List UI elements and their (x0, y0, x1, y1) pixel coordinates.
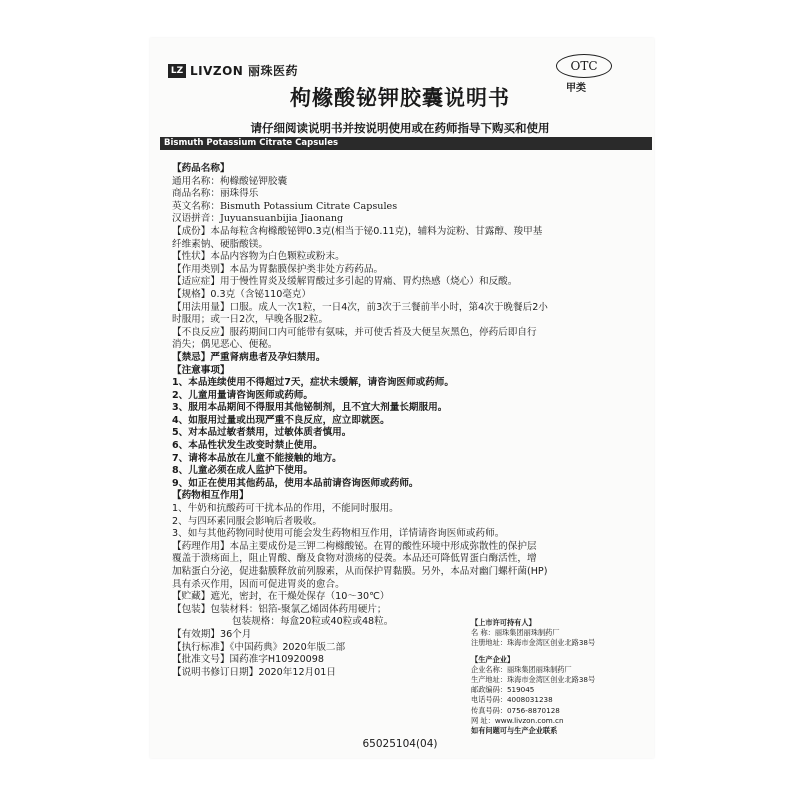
company-info (471, 618, 651, 736)
brand-name: LIVZON 丽珠医药 (190, 64, 299, 78)
precaution-item: 4、如服用过量或出现严重不良反应，应立即就医。 (172, 414, 390, 426)
english-name-banner: Bismuth Potassium Citrate Capsules (160, 137, 652, 150)
livzon-logo-icon: LZ (168, 64, 186, 78)
holder-name: 名 称：丽珠集团丽珠制药厂 (471, 628, 560, 638)
interactions-heading: 【药物相互作用】 (172, 490, 249, 502)
precaution-item: 5、对本品过敏者禁用，过敏体质者慎用。 (172, 427, 352, 439)
website: 网 址：www.livzon.com.cn (471, 715, 564, 725)
english-name: 英文名称：Bismuth Potassium Citrate Capsules (172, 200, 398, 212)
holder-address: 注册地址：珠海市金湾区创业北路38号 (471, 638, 596, 648)
ingredients-line-2: 纤维素钠、硬脂酸镁。 (172, 238, 268, 250)
otc-category: 甲类 (566, 83, 586, 94)
maker-address: 生产地址：珠海市金湾区创业北路38号 (471, 674, 596, 684)
document-code: 65025104(04) (362, 738, 438, 750)
dosage-line-1: 【用法用量】口服。成人一次1粒，一日4次，前3次于三餐前半小时，第4次于晚餐后2小 (172, 301, 548, 313)
indications: 【适应症】用于慢性胃炎及缓解胃酸过多引起的胃痛、胃灼热感（烧心）和反酸。 (172, 276, 518, 288)
precaution-item: 6、本品性状发生改变时禁止使用。 (172, 440, 323, 452)
interaction-item: 3、如与其他药物同时使用可能会发生药物相互作用，详情请咨询医师或药师。 (172, 528, 505, 540)
page-title: 枸橼酸铋钾胶囊说明书 (290, 86, 510, 110)
holder-heading: 【上市许可持有人】 (471, 618, 536, 627)
brand-logo (168, 62, 298, 79)
precaution-item: 7、请将本品放在儿童不能接触的地方。 (172, 452, 342, 464)
fax: 传真号码：0756-8870128 (471, 705, 560, 715)
properties: 【性状】本品内容物为白色颗粒或粉末。 (172, 251, 345, 263)
page-subtitle: 请仔细阅读说明书并按说明使用或在药师指导下购买和使用 (250, 121, 550, 135)
trade-name: 商品名称：丽珠得乐 (172, 188, 259, 200)
validity: 【有效期】36个月 (172, 628, 252, 640)
maker-heading: 【生产企业】 (471, 654, 515, 664)
approval-number: 【批准文号】国药准字H10920098 (172, 654, 324, 666)
pharmacology-line: 覆盖于溃疡面上，阻止胃酸、酶及食物对溃疡的侵袭。本品还可降低胃蛋白酶活性，增 (172, 553, 537, 565)
adverse-line-1: 【不良反应】服药期间口内可能带有氨味，并可使舌苔及大便呈灰黑色，停药后即自行 (172, 326, 537, 338)
pharmacology-line: 加粘蛋白分泌，促进黏膜释放前列腺素，从而保护胃黏膜。另外，本品对幽门螺杆菌(HP) (172, 566, 548, 577)
contact-note: 如有问题可与生产企业联系 (471, 725, 558, 735)
storage: 【贮藏】遮光，密封，在干燥处保存（10～30℃） (172, 591, 390, 603)
packaging-line-1: 【包装】包装材料：铝箔-聚氯乙烯固体药用硬片； (172, 603, 387, 615)
ingredients-line-1: 【成份】本品每粒含枸橼酸铋钾0.3克(相当于铋0.11克)，辅料为淀粉、甘露醇、羧甲基 (172, 225, 543, 237)
pharmacology-line: 【药理作用】本品主要成份是三钾二枸橼酸铋。在胃的酸性环境中形成弥散性的保护层 (172, 540, 537, 552)
phone: 电话号码：4008031238 (471, 695, 553, 705)
precaution-item: 3、服用本品期间不得服用其他铋制剂，且不宜大剂量长期服用。 (172, 402, 448, 414)
otc-badge: OTC (556, 54, 612, 78)
precaution-item: 2、儿童用量请咨询医师或药师。 (172, 389, 313, 401)
specification: 【规格】0.3克（含铋110毫克） (172, 288, 312, 300)
packaging-line-2: 包装规格：每盒20粒或40粒或48粒。 (232, 616, 394, 628)
precautions-heading: 【注意事项】 (172, 364, 230, 376)
drug-category: 【作用类别】本品为胃黏膜保护类非处方药药品。 (172, 263, 384, 275)
revision-date: 【说明书修订日期】2020年12月01日 (172, 666, 336, 678)
maker-name: 企业名称：丽珠集团丽珠制药厂 (471, 664, 572, 674)
precaution-item: 9、如正在使用其他药品，使用本品前请咨询医师或药师。 (172, 477, 419, 489)
contraindications: 【禁忌】严重肾病患者及孕妇禁用。 (172, 351, 326, 363)
drug-name-heading: 【药品名称】 (172, 163, 230, 174)
adverse-line-2: 消失；偶见恶心、便秘。 (172, 339, 278, 351)
interaction-item: 2、与四环素同服会影响后者吸收。 (172, 515, 323, 527)
leaflet-body (172, 163, 632, 679)
precaution-item: 1、本品连续使用不得超过7天，症状未缓解，请咨询医师或药师。 (172, 377, 454, 389)
postcode: 邮政编码：519045 (471, 685, 535, 695)
standard: 【执行标准】《中国药典》2020年版二部 (172, 641, 346, 653)
interaction-item: 1、牛奶和抗酸药可干扰本品的作用，不能同时服用。 (172, 503, 399, 515)
dosage-line-2: 时服用；或一日2次，早晚各服2粒。 (172, 314, 329, 326)
generic-name: 通用名称：枸橼酸铋钾胶囊 (172, 175, 288, 187)
pinyin-name: 汉语拼音：Juyuansuanbijia Jiaonang (172, 213, 344, 225)
pharmacology-line: 具有杀灭作用，因而可促进胃炎的愈合。 (172, 578, 345, 590)
precaution-item: 8、儿童必须在成人监护下使用。 (172, 465, 313, 477)
